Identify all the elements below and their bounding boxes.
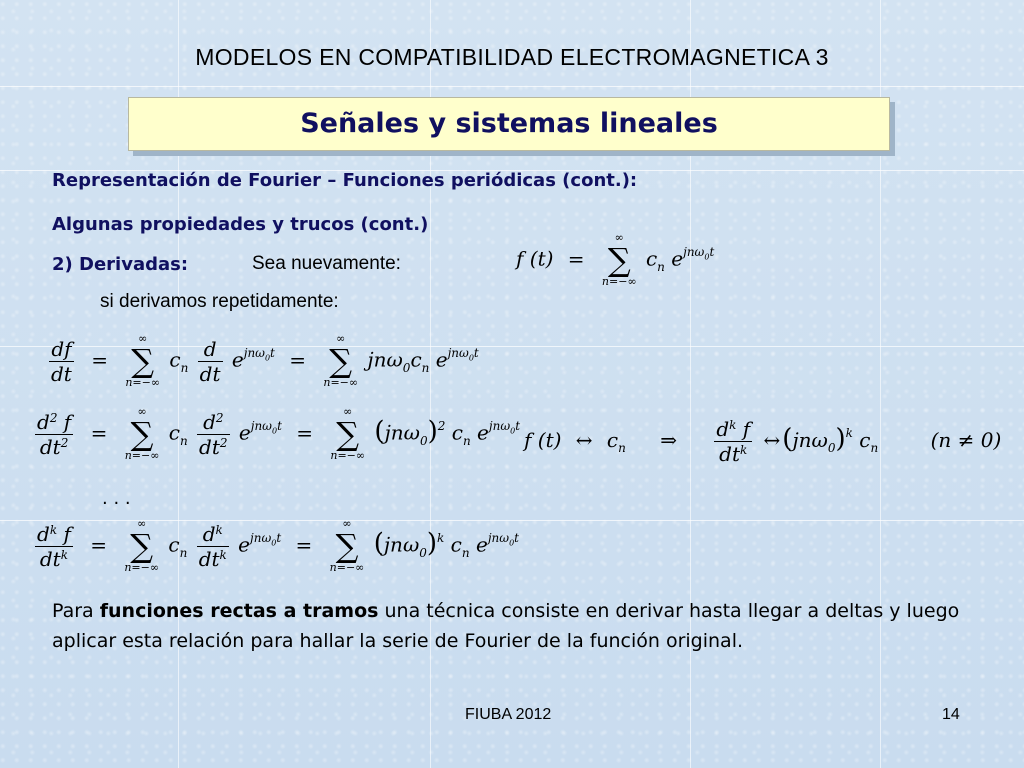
explanation-paragraph [52,596,972,656]
ellipsis: . . . [102,488,131,509]
para-bold-term: funciones rectas a tramos [99,600,379,622]
second-derivative-equation: $\frac{d^2 f}{dt^2}$ = ∞ ∑ n=−∞ $c_n$ $\frac{d^2}{dt^2}$ $e^{jn\omega_0t}$ = ∞ ∑ n=−∞ $(jn\omega_0)^2$ $c_n$ $e^{jn\omega_0t}$ [37,405,521,462]
section-title: Señales y sistemas lineales [128,97,890,151]
background-line [0,86,1024,87]
fourier-series-equation: f (t) = ∞ ∑ n=−∞ $c_n$ $e^{jn\omega_0t}$ [516,231,715,288]
kth-derivative-equation: $\frac{d^k f}{dt^k}$ = ∞ ∑ n=−∞ $c_n$ $\frac{d^k}{dt^k}$ $e^{jn\omega_0t}$ = ∞ ∑ n=−∞ $(jn\omega_0)^k$ $c_n$ $e^{jn\omega_0t}$ [37,517,519,574]
page-number: 14 [942,706,960,723]
para-intro: Para [52,600,100,622]
derivadas-label: 2) Derivadas: [52,254,189,275]
slide-top-title: MODELOS EN COMPATIBILIDAD ELECTROMAGNETICA 3 [195,44,829,70]
footer-label: FIUBA 2012 [465,706,552,723]
si-derivamos-text: si derivamos repetidamente: [100,291,339,312]
sea-nuevamente-text: Sea nuevamente: [252,253,401,274]
heading-fourier: Representación de Fourier – Funciones periódicas (cont.): [52,170,638,191]
para-rest: una técnica consiste en derivar hasta llegar a deltas y luego aplicar esta relación para hallar la serie de Fourier de la función original. [52,600,960,652]
first-derivative-equation: $\frac{df}{dt}$ = ∞ ∑ n=−∞ $c_n$ $\frac{d}{dt}$ $e^{jn\omega_0t}$ = ∞ ∑ n=−∞ $jn\omega_0c_n$ $e^{jn\omega_0t}$ [51,332,479,389]
heading-propiedades: Algunas propiedades y trucos (cont.) [52,214,429,235]
derivative-relation-equation: f (t) ↔ $c_n$ ⇒ $\frac{d^k f}{dt^k}$ $\leftrightarrow(jn\omega_0)^k$ $c_n$ (n ≠ 0) [524,417,1002,466]
